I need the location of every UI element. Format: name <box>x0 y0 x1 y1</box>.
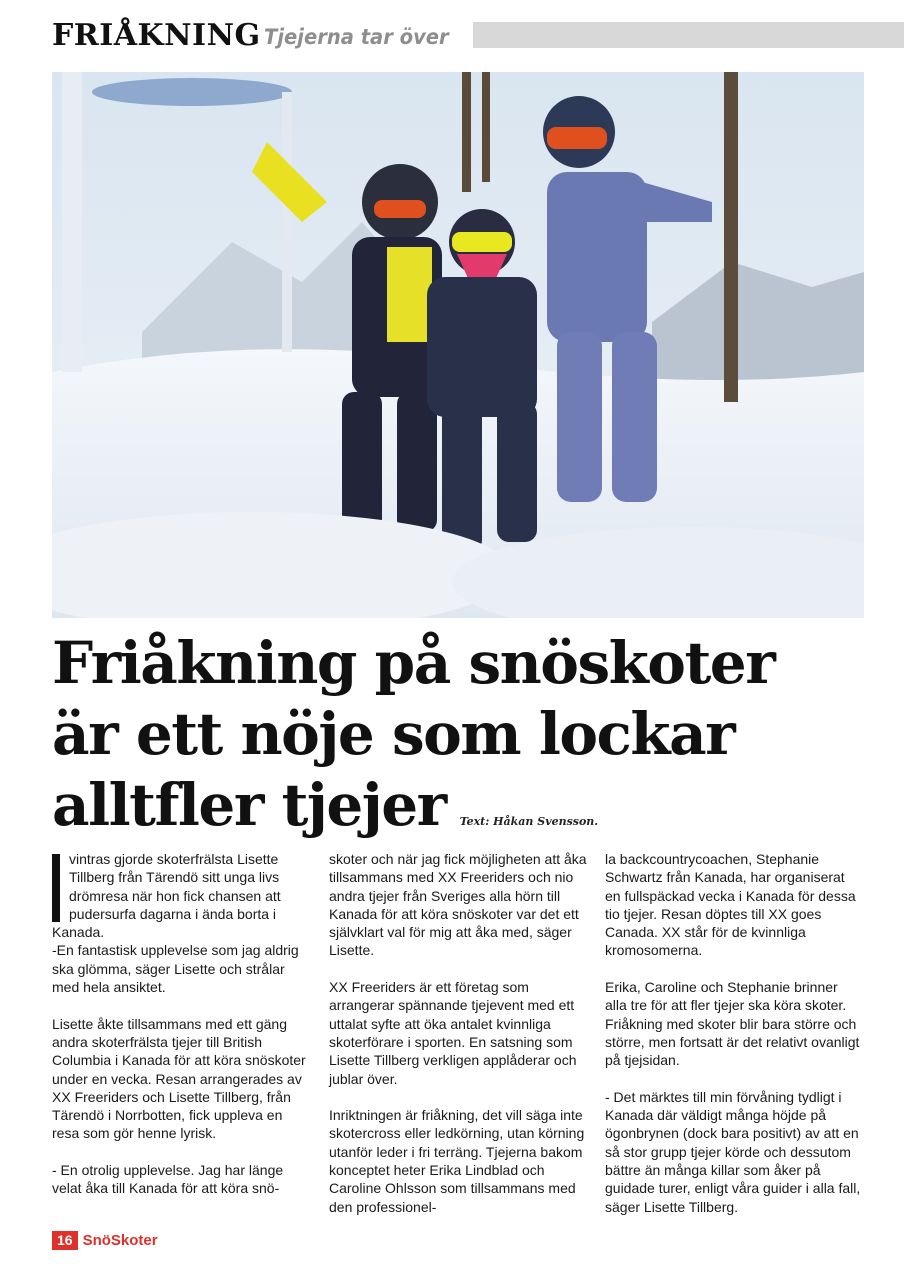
paragraph: Lisette åkte tillsammans med ett gäng andra skoterfrälsta tjejer till British Columbia i Kanada för att köra snöskoter under en vecka. Resan arrangerades av XX Freeriders och Lisette Tillberg, från Tärendö i Norrbotten, fick uppleva en resa som gör henne lyrisk. <box>52 1015 306 1142</box>
article-column-1 <box>52 850 310 1216</box>
headline <box>52 628 872 857</box>
drop-cap-bar <box>52 854 60 922</box>
paragraph: Erika, Caroline och Stephanie brinner alla tre för att fler tjejer ska köra skoter. Friåkning med skoter blir bara större och större, men fortsatt är det relativt ovanligt på tjejsidan. <box>605 979 860 1069</box>
headline-line: Friåkning på snöskoter <box>52 629 775 697</box>
paragraph: la backcountrycoachen, Stephanie Schwartz från Kanada, har organiserat en fullspäckad vecka i Kanada för dessa tio tjejer. Resan döptes till XX goes Canada. XX står för de kvinnliga kromosomerna. <box>605 851 856 959</box>
headline-line-last <box>52 770 872 857</box>
headline-line-text: alltfler tjejer <box>52 771 446 839</box>
article-body <box>52 850 864 1220</box>
page-header <box>52 14 904 58</box>
section-subtitle: Tjejerna tar över <box>264 25 449 49</box>
paragraph: Inriktningen är friåkning, det vill säga inte skotercross eller ledkörning, utan körning utanför leder i fri terräng. Tjejerna bakom konceptet heter Erika Lindblad och Caroline Ohlsson som tillsammans med den professionel- <box>329 1107 585 1215</box>
page-footer <box>52 1231 158 1251</box>
section-title: FRIÅKNING <box>52 18 261 53</box>
magazine-name: SnöSkoter <box>82 1232 158 1249</box>
snowmobile-riders-photo-icon <box>52 72 864 618</box>
article-photo <box>52 72 864 618</box>
headline-line: är ett nöje som lockar <box>52 700 735 768</box>
article-column-2 <box>329 850 587 1234</box>
paragraph: - Det märktes till min förvåning tydligt i Kanada där väldigt många höjde på ögonbrynen (dock bara positivt) av att en så stor grupp tjejer körde och dessutom bättre än många killar som åker på guidade turer, enligt våra guider i alla fall, säger Lisette Tillberg. <box>605 1088 861 1215</box>
paragraph: vintras gjorde skoterfrälsta Lisette Tillberg från Tärendö sitt unga livs drömresa när hon fick chansen att pudersurfa dagarna i ända borta i Kanada. -En fantastisk upplevelse som jag aldrig ska glömma, säger Lisette och strålar med hela ansiktet. <box>52 851 299 996</box>
paragraph: - En otrolig upplevelse. Jag har länge velat åka till Kanada för att köra snö- <box>52 1162 284 1197</box>
header-bar <box>473 22 904 48</box>
byline: Text: Håkan Svensson. <box>459 815 599 828</box>
article-column-3 <box>605 850 863 1234</box>
page-number: 16 <box>52 1231 78 1250</box>
paragraph: XX Freeriders är ett företag som arrangerar spännande tjejevent med ett uttalat syfte att öka antalet kvinnliga skoterförare i sporten. En satsning som Lisette Tillberg verkligen applåderar och jublar över. <box>329 979 577 1087</box>
paragraph: skoter och när jag fick möjligheten att åka tillsammans med XX Freeriders och nio andra tjejer från Sveriges alla hörn till Kanada för att köra snöskoter var det ett självklart val för mig att åka med, säger Lisette. <box>329 851 587 959</box>
